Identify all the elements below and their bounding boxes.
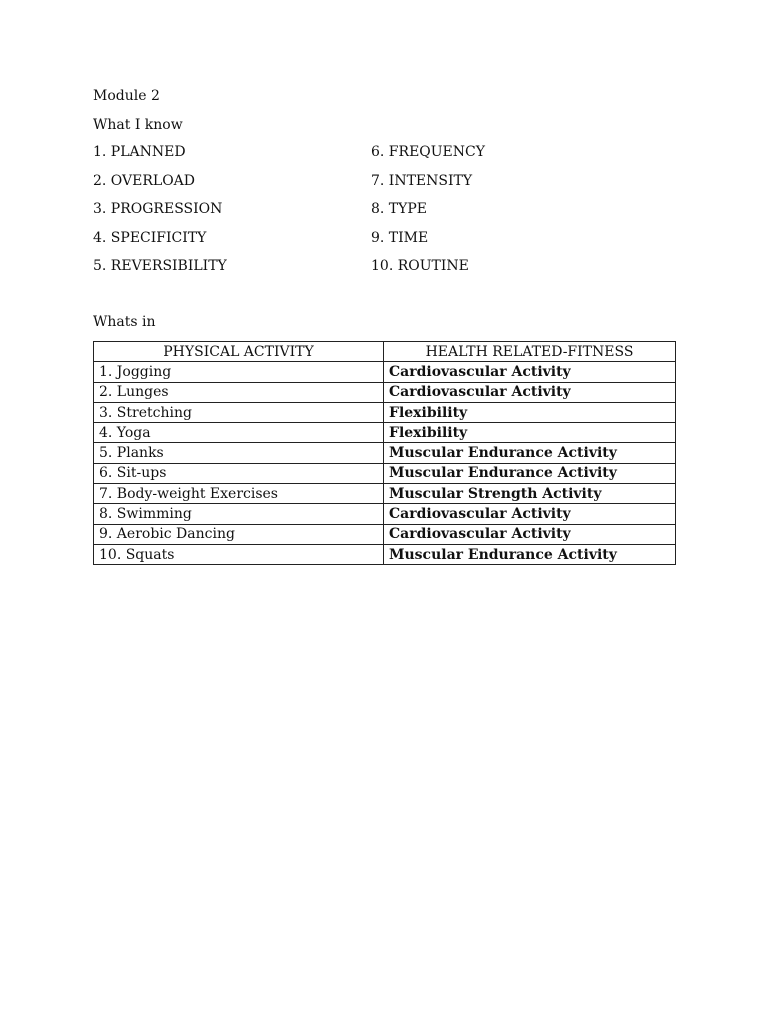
answer-item: 7. INTENSITY	[371, 172, 473, 189]
table-row	[94, 544, 676, 564]
activity-cell: 8. Swimming	[94, 504, 384, 524]
answer-item: 5. REVERSIBILITY	[93, 258, 227, 274]
header-physical-activity: PHYSICAL ACTIVITY	[94, 342, 384, 362]
activity-cell: 10. Squats	[94, 544, 384, 564]
table-row	[94, 423, 676, 443]
what-i-know-heading: What I know	[93, 117, 183, 133]
answer-item: 8. TYPE	[371, 201, 428, 217]
activity-cell: 5. Planks	[94, 443, 384, 463]
answer-item: 6. FREQUENCY	[371, 144, 485, 160]
fitness-cell: Flexibility	[384, 402, 676, 422]
answer-item: 2. OVERLOAD	[93, 172, 196, 189]
table-row	[94, 402, 676, 422]
table-row	[94, 504, 676, 524]
table-header-row	[94, 342, 676, 362]
answer-list-right	[371, 143, 485, 286]
activity-cell: 2. Lunges	[94, 382, 384, 402]
whats-in-heading: Whats in	[93, 314, 156, 330]
fitness-cell: Flexibility	[384, 423, 676, 443]
activity-cell: 7. Body-weight Exercises	[94, 484, 384, 504]
fitness-cell: Cardiovascular Activity	[384, 524, 676, 544]
fitness-cell: Muscular Endurance Activity	[384, 544, 676, 564]
answer-item: 1. PLANNED	[93, 144, 186, 160]
fitness-cell: Cardiovascular Activity	[384, 362, 676, 382]
table-row	[94, 463, 676, 483]
fitness-cell: Muscular Endurance Activity	[384, 463, 676, 483]
fitness-cell: Muscular Endurance Activity	[384, 443, 676, 463]
activity-cell: 6. Sit-ups	[94, 463, 384, 483]
fitness-cell: Muscular Strength Activity	[384, 484, 676, 504]
activity-cell: 4. Yoga	[94, 423, 384, 443]
table-row	[94, 443, 676, 463]
fitness-cell: Cardiovascular Activity	[384, 504, 676, 524]
fitness-cell: Cardiovascular Activity	[384, 382, 676, 402]
answer-item: 10. ROUTINE	[371, 258, 469, 274]
answer-list-left	[93, 143, 227, 286]
activity-cell: 3. Stretching	[94, 402, 384, 422]
answer-item: 9. TIME	[371, 229, 429, 246]
activity-table	[93, 341, 676, 565]
activity-cell: 1. Jogging	[94, 362, 384, 382]
answer-item: 4. SPECIFICITY	[93, 229, 207, 246]
activity-cell: 9. Aerobic Dancing	[94, 524, 384, 544]
module-title: Module 2	[93, 88, 160, 104]
header-health-related-fitness: HEALTH RELATED-FITNESS	[384, 342, 676, 362]
answer-item: 3. PROGRESSION	[93, 201, 223, 217]
table-row	[94, 362, 676, 382]
table-row	[94, 484, 676, 504]
table-row	[94, 524, 676, 544]
table-row	[94, 382, 676, 402]
